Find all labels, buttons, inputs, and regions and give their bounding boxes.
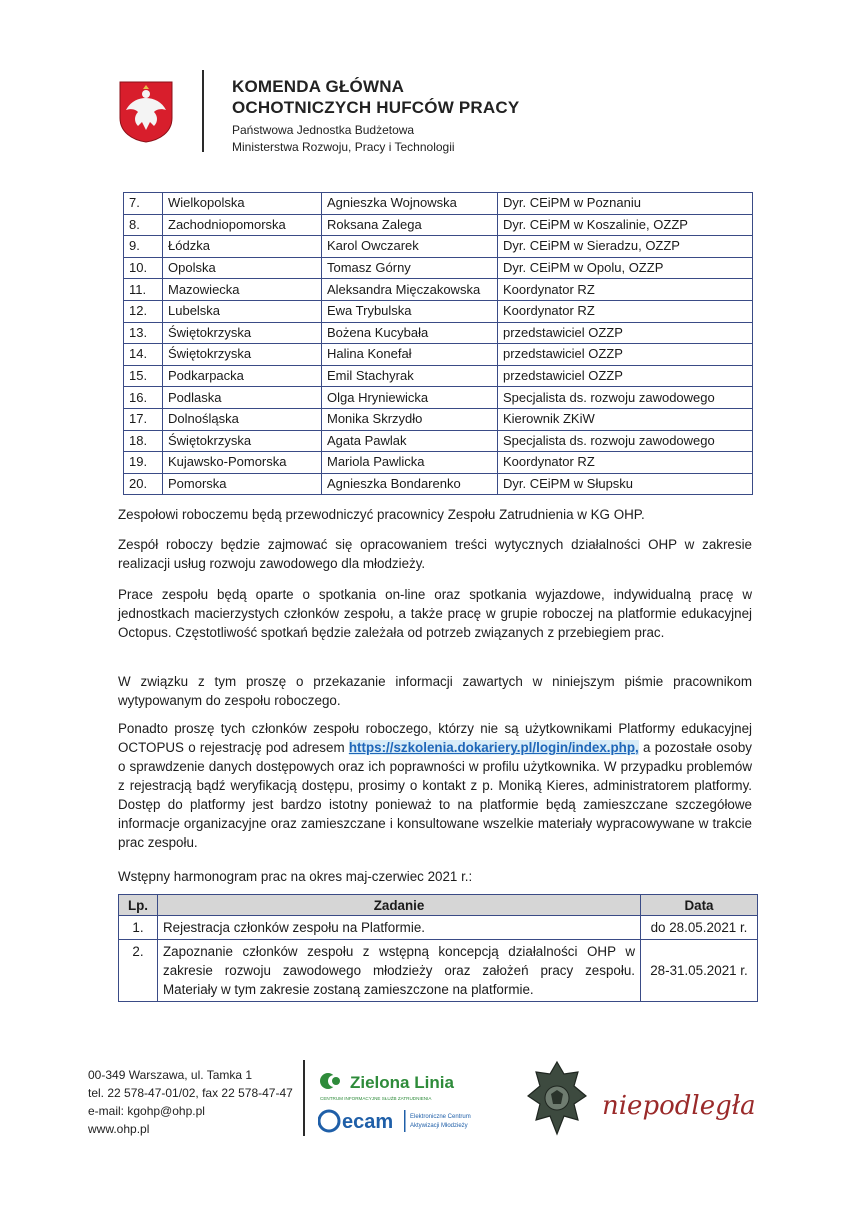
member-role: Koordynator RZ (498, 452, 753, 474)
schedule-table (118, 894, 758, 1002)
member-name: Emil Stachyrak (322, 365, 498, 387)
member-row (124, 300, 753, 322)
member-role: Dyr. CEiPM w Poznaniu (498, 193, 753, 215)
members-table (123, 192, 753, 495)
member-row (124, 387, 753, 409)
member-nr: 20. (124, 473, 163, 495)
member-role: Kierownik ZKiW (498, 408, 753, 430)
ecam-text: ecam (342, 1111, 394, 1133)
ohp-badge-icon (522, 1060, 592, 1140)
member-name: Monika Skrzydło (322, 408, 498, 430)
footer-phone: tel. 22 578-47-01/02, fax 22 578-47-47 (88, 1086, 293, 1100)
member-name: Mariola Pawlicka (322, 452, 498, 474)
member-role: Dyr. CEiPM w Słupsku (498, 473, 753, 495)
schedule-header-date: Data (641, 895, 758, 916)
paragraph-work-mode: Prace zespołu będą oparte o spotkania on-line oraz spotkania wyjazdowe, indywidualną pracę w jednostkach macierzystych członków zespołu, a także pracę w grupie roboczej na platformie edukacyjnej Octopus. Częstotliwość spotkań będzie zależała od potrzeb związanych z przebiegiem prac. (118, 587, 752, 640)
member-row (124, 279, 753, 301)
member-row (124, 193, 753, 215)
schedule-header-row (119, 895, 758, 916)
schedule-cell-nr: 1. (119, 916, 158, 940)
member-region: Łódzka (163, 236, 322, 258)
footer-divider (303, 1060, 305, 1136)
schedule-row (119, 916, 758, 940)
niepodlegla-logo-icon (598, 1080, 788, 1130)
member-role: przedstawiciel OZZP (498, 344, 753, 366)
member-role: przedstawiciel OZZP (498, 365, 753, 387)
member-name: Roksana Zalega (322, 214, 498, 236)
member-row (124, 236, 753, 258)
member-name: Olga Hryniewicka (322, 387, 498, 409)
member-name: Agata Pawlak (322, 430, 498, 452)
footer-contact (88, 1066, 293, 1138)
member-role: Dyr. CEiPM w Opolu, OZZP (498, 257, 753, 279)
ministry-name: Ministerstwa Rozwoju, Pracy i Technologii (232, 140, 455, 154)
member-name: Tomasz Górny (322, 257, 498, 279)
paragraph-schedule-intro: Wstępny harmonogram prac na okres maj-czerwiec 2021 r.: (118, 869, 473, 884)
member-name: Agnieszka Wojnowska (322, 193, 498, 215)
member-region: Zachodniopomorska (163, 214, 322, 236)
member-nr: 8. (124, 214, 163, 236)
member-row (124, 365, 753, 387)
member-name: Karol Owczarek (322, 236, 498, 258)
niepodlegla-text: niepodległa (602, 1091, 756, 1121)
member-nr: 9. (124, 236, 163, 258)
ecam-logo-icon (318, 1106, 498, 1136)
member-region: Podkarpacka (163, 365, 322, 387)
member-region: Podlaska (163, 387, 322, 409)
member-row (124, 473, 753, 495)
member-role: Dyr. CEiPM w Sieradzu, OZZP (498, 236, 753, 258)
member-name: Agnieszka Bondarenko (322, 473, 498, 495)
member-row (124, 430, 753, 452)
member-row (124, 344, 753, 366)
member-region: Kujawsko-Pomorska (163, 452, 322, 474)
member-row (124, 257, 753, 279)
member-nr: 16. (124, 387, 163, 409)
org-name-line1: KOMENDA GŁÓWNA (232, 77, 405, 96)
member-nr: 13. (124, 322, 163, 344)
member-row (124, 408, 753, 430)
member-role: Specjalista ds. rozwoju zawodowego (498, 387, 753, 409)
zielona-linia-subtitle: CENTRUM INFORMACYJNE SŁUŻB ZATRUDNIENIA (320, 1096, 432, 1101)
member-region: Lubelska (163, 300, 322, 322)
member-region: Świętokrzyska (163, 430, 322, 452)
registration-text-end: a pozostałe osoby o sprawdzenie danych dostępowych oraz ich poprawności w profilu użytkownika. W przypadku problemów z rejestracją bądź weryfikacją dostępu, prosimy o kontakt z p. Moniką Kieres, administratorem platformy. Dostęp do platformy jest bardzo istotny ponieważ to na platformie będą zamieszczane szczegółowe informacje organizacyjne oraz zamieszczane i konsultowane wszelkie materiały wypracowywane w trakcie prac zespołu. (118, 740, 752, 850)
zielona-linia-logo-icon (318, 1068, 458, 1104)
member-region: Mazowiecka (163, 279, 322, 301)
schedule-cell-nr: 2. (119, 940, 158, 1002)
member-name: Bożena Kucybała (322, 322, 498, 344)
member-nr: 14. (124, 344, 163, 366)
member-region: Dolnośląska (163, 408, 322, 430)
schedule-cell-date: do 28.05.2021 r. (641, 916, 758, 940)
schedule-cell-task: Zapoznanie członków zespołu z wstępną koncepcją działalności OHP w zakresie rozwoju zawodowego młodzieży oraz założeń pracy zespołu. Materiały w tym zakresie zostaną zamieszczone na platformie. (158, 940, 641, 1002)
member-nr: 12. (124, 300, 163, 322)
schedule-cell-task: Rejestracja członków zespołu na Platformie. (158, 916, 641, 940)
member-nr: 7. (124, 193, 163, 215)
member-nr: 11. (124, 279, 163, 301)
footer-website[interactable]: www.ohp.pl (88, 1122, 150, 1136)
member-row (124, 452, 753, 474)
paragraph-scope: Zespół roboczy będzie zajmować się opracowaniem treści wytycznych działalności OHP w zakresie realizacji usług rozwoju zawodowego dla młodzieży. (118, 537, 752, 571)
member-role: przedstawiciel OZZP (498, 322, 753, 344)
member-name: Aleksandra Mięczakowska (322, 279, 498, 301)
member-role: Koordynator RZ (498, 300, 753, 322)
platform-login-link[interactable]: https://szkolenia.dokariery.pl/login/index.php, (348, 740, 639, 755)
org-name-line2: OCHOTNICZYCH HUFCÓW PRACY (232, 98, 520, 117)
member-name: Ewa Trybulska (322, 300, 498, 322)
member-role: Koordynator RZ (498, 279, 753, 301)
member-nr: 19. (124, 452, 163, 474)
member-region: Wielkopolska (163, 193, 322, 215)
member-region: Świętokrzyska (163, 322, 322, 344)
zielona-linia-text: Zielona Linia (350, 1073, 454, 1092)
unit-type: Państwowa Jednostka Budżetowa (232, 123, 415, 137)
member-role: Dyr. CEiPM w Koszalinie, OZZP (498, 214, 753, 236)
polish-eagle-emblem-icon (116, 80, 176, 144)
letterhead (232, 76, 519, 156)
footer-address: 00-349 Warszawa, ul. Tamka 1 (88, 1068, 253, 1082)
ecam-subtitle-2: Aktywizacji Młodzieży (410, 1123, 468, 1129)
ecam-subtitle-1: Elektroniczne Centrum (410, 1114, 471, 1120)
schedule-row (119, 940, 758, 1002)
footer-email[interactable]: e-mail: kgohp@ohp.pl (88, 1104, 205, 1118)
schedule-header-nr: Lp. (119, 895, 158, 916)
member-region: Pomorska (163, 473, 322, 495)
member-nr: 10. (124, 257, 163, 279)
member-row (124, 322, 753, 344)
member-role: Specjalista ds. rozwoju zawodowego (498, 430, 753, 452)
member-row (124, 214, 753, 236)
paragraph-request: W związku z tym proszę o przekazanie informacji zawartych w niniejszym piśmie pracownikom wytypowanym do zespołu roboczego. (118, 674, 752, 708)
member-nr: 17. (124, 408, 163, 430)
paragraph-chairs: Zespołowi roboczemu będą przewodniczyć pracownicy Zespołu Zatrudnienia w KG OHP. (118, 507, 645, 522)
member-nr: 18. (124, 430, 163, 452)
registration-text-start: Ponadto proszę tych członków zespołu roboczego, którzy nie są użytkownikami Platformy edukacyjnej OCTOPUS o rejestrację pod adresem (118, 721, 752, 755)
member-nr: 15. (124, 365, 163, 387)
member-name: Halina Konefał (322, 344, 498, 366)
member-region: Świętokrzyska (163, 344, 322, 366)
schedule-header-task: Zadanie (158, 895, 641, 916)
paragraph-registration (118, 719, 752, 852)
schedule-cell-date: 28-31.05.2021 r. (641, 940, 758, 1002)
member-region: Opolska (163, 257, 322, 279)
header-divider (202, 70, 204, 152)
